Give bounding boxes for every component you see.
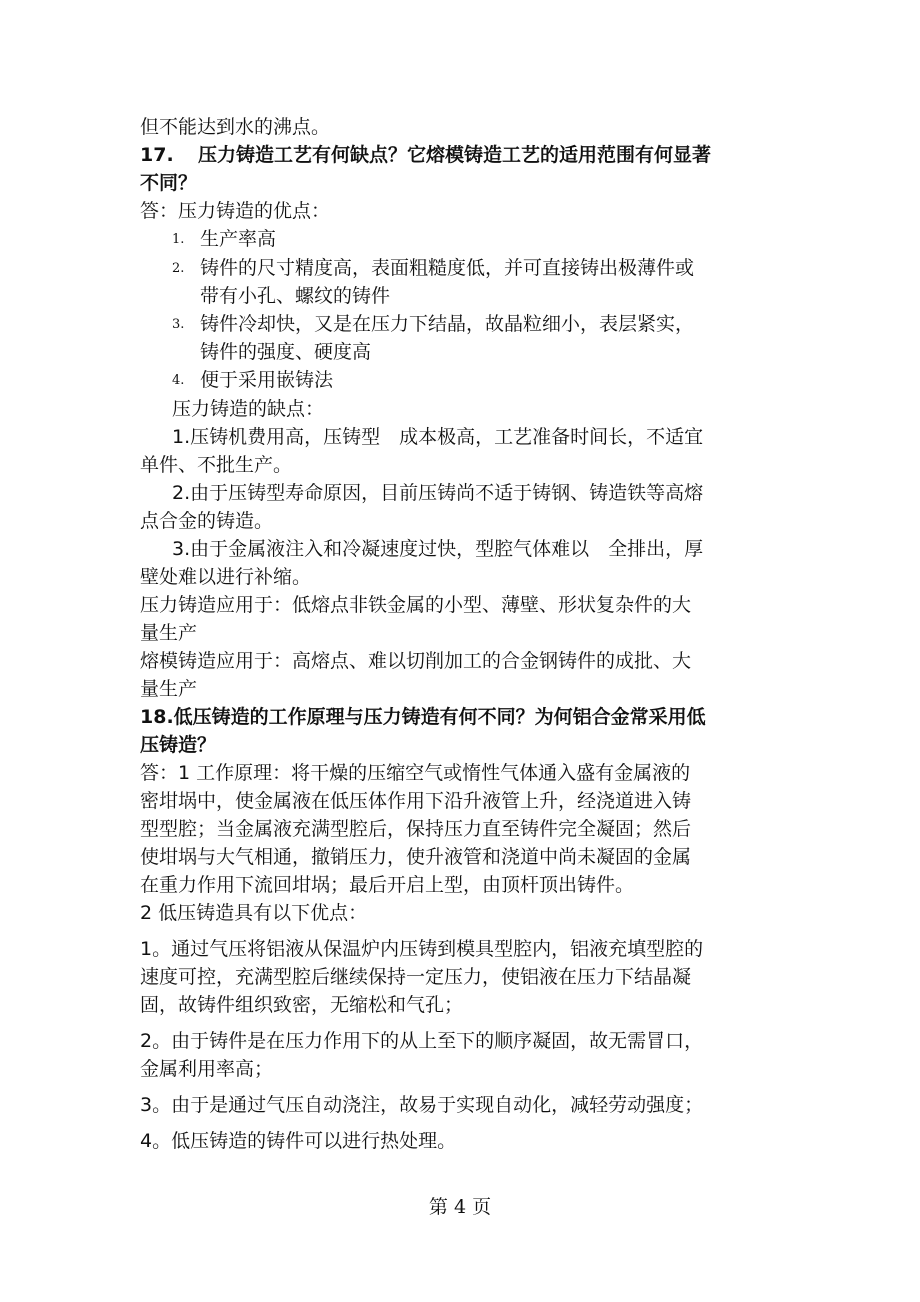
- text-line: 3。由于是通过气压自动浇注，故易于实现自动化，减轻劳动强度；: [140, 1094, 704, 1116]
- disadvantage-3: 3.由于金属液注入和冷凝速度过快，型腔气体难以 全排出，厚: [172, 538, 704, 560]
- list-item: [172, 225, 785, 254]
- list-text: 铸件的强度、硬度高: [200, 341, 372, 363]
- answer-18-line: 答：1 工作原理：将干燥的压缩空气或惰性气体通入盛有金属液的: [140, 762, 691, 784]
- page-number: 第 4 页: [428, 1196, 492, 1218]
- disadvantage-1: 1.压铸机费用高，压铸型 成本极高，工艺准备时间长，不适宜: [172, 426, 704, 448]
- answer-18-line: 型型腔；当金属液充满型腔后，保持压力直至铸件完全凝固；然后: [140, 818, 692, 840]
- question-text: 压力铸造工艺有何缺点？它熔模铸造工艺的适用范围有何显著: [198, 144, 712, 166]
- text-line: 金属利用率高；: [140, 1058, 274, 1080]
- text-line: 4。低压铸造的铸件可以进行热处理。: [140, 1130, 457, 1152]
- advantage-paragraph-1: [140, 935, 785, 1019]
- low-pressure-advantages-title: 2 低压铸造具有以下优点：: [140, 902, 368, 924]
- text-line: 2。由于铸件是在压力作用下的从上至下的顺序凝固，故无需冒口，: [140, 1030, 704, 1052]
- application-pressure: 压力铸造应用于：低熔点非铁金属的小型、薄壁、形状复杂件的大: [140, 594, 692, 616]
- list-item: [172, 254, 785, 310]
- advantage-paragraph-4: [140, 1127, 785, 1155]
- advantage-paragraph-3: [140, 1091, 785, 1119]
- text-line: 固，故铸件组织致密，无缩松和气孔；: [140, 994, 464, 1016]
- question-18-heading-cont: 压铸造？: [140, 734, 217, 756]
- text-line: 但不能达到水的沸点。: [140, 116, 331, 138]
- disadvantage-2-cont: 点合金的铸造。: [140, 510, 274, 532]
- list-text: 带有小孔、螺纹的铸件: [200, 285, 391, 307]
- list-text: 便于采用嵌铸法: [200, 369, 334, 391]
- list-item: [172, 310, 785, 366]
- text-line: 1。通过气压将铝液从保温炉内压铸到模具型腔内，铝液充填型腔的: [140, 938, 704, 960]
- application-investment: 熔模铸造应用于：高熔点、难以切削加工的合金钢铸件的成批、大: [140, 650, 692, 672]
- question-18-heading: 18.低压铸造的工作原理与压力铸造有何不同？为何铝合金常采用低: [140, 706, 706, 728]
- disadvantages-title: 压力铸造的缺点：: [172, 398, 325, 420]
- answer-18-line: 使坩埚与大气相通，撤销压力，使升液管和浇道中尚未凝固的金属: [140, 846, 692, 868]
- disadvantage-3-cont: 壁处难以进行补缩。: [140, 566, 312, 588]
- list-number: 2.: [172, 261, 185, 276]
- question-17-heading-cont: 不同？: [140, 172, 198, 194]
- page-content: [140, 113, 785, 1155]
- list-text: 铸件冷却快，又是在压力下结晶，故晶粒细小，表层紧实，: [200, 313, 695, 335]
- advantages-list: [172, 225, 785, 395]
- advantage-paragraph-2: [140, 1027, 785, 1083]
- list-text: 生产率高: [200, 228, 277, 250]
- list-number: 1.: [172, 232, 185, 247]
- answer-18-line: 在重力作用下流回坩埚；最后开启上型，由顶杆顶出铸件。: [140, 874, 635, 896]
- disadvantage-1-cont: 单件、不批生产。: [140, 454, 293, 476]
- answer-intro: 答：压力铸造的优点：: [140, 200, 331, 222]
- disadvantage-2: 2.由于压铸型寿命原因，目前压铸尚不适于铸钢、铸造铁等高熔: [172, 482, 704, 504]
- text-line: 速度可控，充满型腔后继续保持一定压力，使铝液在压力下结晶凝: [140, 966, 692, 988]
- list-number: 4.: [172, 373, 185, 388]
- application-pressure-cont: 量生产: [140, 622, 198, 644]
- application-investment-cont: 量生产: [140, 678, 198, 700]
- list-text: 铸件的尺寸精度高，表面粗糙度低，并可直接铸出极薄件或: [200, 257, 695, 279]
- question-17-heading: [140, 141, 785, 169]
- list-number: 3.: [172, 317, 185, 332]
- list-item: [172, 366, 785, 395]
- answer-18-line: 密坩埚中，使金属液在低压体作用下沿升液管上升，经浇道进入铸: [140, 790, 692, 812]
- question-number: 17.: [140, 144, 174, 166]
